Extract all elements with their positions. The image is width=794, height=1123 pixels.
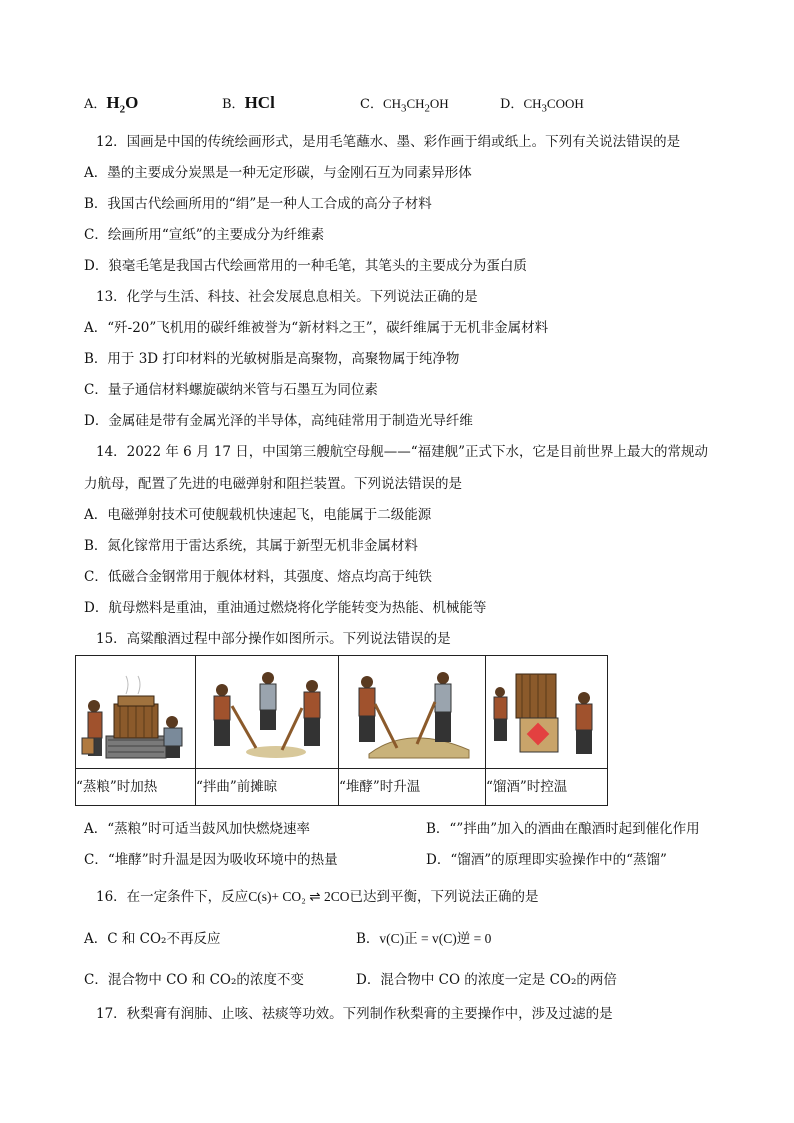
q13-option-b: B．用于 3D 打印材料的光敏树脂是高聚物，高聚物属于纯净物 (84, 351, 460, 367)
q13-option-c: C．量子通信材料螺旋碳纳米管与石墨互为同位素 (84, 382, 378, 398)
q14-stem-line2: 力航母，配置了先进的电磁弹射和阻拦装置。下列说法错误的是 (84, 476, 462, 492)
q13-stem: 13．化学与生活、科技、社会发展息息相关。下列说法正确的是 (96, 289, 478, 305)
q15-option-b: B．“”拌曲”加入的酒曲在酿酒时起到催化作用 (426, 821, 700, 837)
distilling-liquor-illustration (486, 656, 607, 768)
q12-option-c: C．绘画所用“宣纸”的主要成分为纤维素 (84, 227, 325, 243)
q16-option-c: C．混合物中 CO 和 CO₂的浓度不变 (84, 972, 304, 988)
caption-steaming-grain: “蒸粮”时加热 (76, 769, 196, 806)
q14-option-d: D．航母燃料是重油，重油通过燃烧将化学能转变为热能、机械能等 (84, 600, 487, 616)
q13-option-a: A．“歼-20”飞机用的碳纤维被誉为“新材料之王”，碳纤维属于无机非金属材料 (84, 320, 549, 336)
option-a-h2o: A．$H_2O$ (84, 93, 139, 116)
q15-option-c: C．“堆酵”时升温是因为吸收环境中的热量 (84, 852, 338, 868)
q17-stem: 17．秋梨膏有润肺、止咳、祛痰等功效。下列制作秋梨膏的主要操作中，涉及过滤的是 (96, 1006, 613, 1022)
q13-option-d: D．金属硅是带有金属光泽的半导体，高纯硅常用于制造光导纤维 (84, 413, 473, 429)
q12-option-d: D．狼毫毛笔是我国古代绘画常用的一种毛笔，其笔头的主要成分为蛋白质 (84, 258, 527, 274)
option-c-ethanol: C．$CH_3CH_2OH$ (360, 96, 449, 115)
brewing-steps-table (75, 655, 608, 806)
steaming-grain-illustration (76, 656, 195, 768)
caption-mixing-koji: “拌曲”前摊晾 (196, 769, 339, 806)
option-b-hcl: B．HCl (222, 93, 275, 112)
q15-option-d: D．“馏酒”的原理即实验操作中的“蒸馏” (426, 852, 667, 868)
q14-option-b: B．氮化镓常用于雷达系统，其属于新型无机非金属材料 (84, 538, 418, 554)
q15-stem: 15．高粱酿酒过程中部分操作如图所示。下列说法错误的是 (96, 631, 451, 647)
q16-option-d: D．混合物中 CO 的浓度一定是 CO₂的两倍 (356, 972, 617, 988)
caption-distilling-liquor: “馏酒”时控温 (486, 769, 608, 806)
q12-stem: 12．国画是中国的传统绘画形式，是用毛笔蘸水、墨、彩作画于绢或纸上。下列有关说法错误的是 (96, 134, 681, 150)
q16-option-a: A．C 和 CO₂不再反应 (84, 931, 221, 947)
q16-option-b: B．v(C)正 = v(C)逆 = 0 (356, 931, 492, 947)
q16-rate-equation: v(C)正 = v(C)逆 = 0 (379, 931, 492, 946)
q12-option-a: A．墨的主要成分炭黑是一种无定形碳，与金刚石互为同素异形体 (84, 165, 472, 181)
q16-equation: C(s)+ CO₂ ⇌ 2CO (248, 889, 350, 904)
q14-option-c: C．低磁合金钢常用于舰体材料，其强度、熔点均高于纯铁 (84, 569, 432, 585)
stacking-fermentation-picture (339, 656, 486, 769)
q12-option-b: B．我国古代绘画所用的“绢”是一种人工合成的高分子材料 (84, 196, 432, 212)
q14-option-a: A．电磁弹射技术可使舰载机快速起飞，电能属于二级能源 (84, 507, 432, 523)
q15-option-a: A．“蒸粮”时可适当鼓风加快燃烧速率 (84, 821, 311, 837)
mixing-koji-illustration (196, 656, 338, 768)
formula-h2o: $H_2O$ (106, 93, 139, 116)
caption-stacking-fermentation: “堆酵”时升温 (339, 769, 486, 806)
stacking-fermentation-illustration (339, 656, 485, 768)
option-d-acetic-acid: D．$CH_3COOH$ (500, 96, 584, 115)
q14-stem-line1: 14．2022 年 6 月 17 日，中国第三艘航空母舰——“福建舰”正式下水，它是目前世界上最大的常规动 (96, 444, 709, 460)
mixing-koji-picture (196, 656, 339, 769)
q16-stem: 16．在一定条件下，反应C(s)+ CO₂ ⇌ 2CO已达到平衡，下列说法正确的是 (96, 889, 539, 905)
steaming-grain-picture (76, 656, 196, 769)
distilling-liquor-picture (486, 656, 608, 769)
